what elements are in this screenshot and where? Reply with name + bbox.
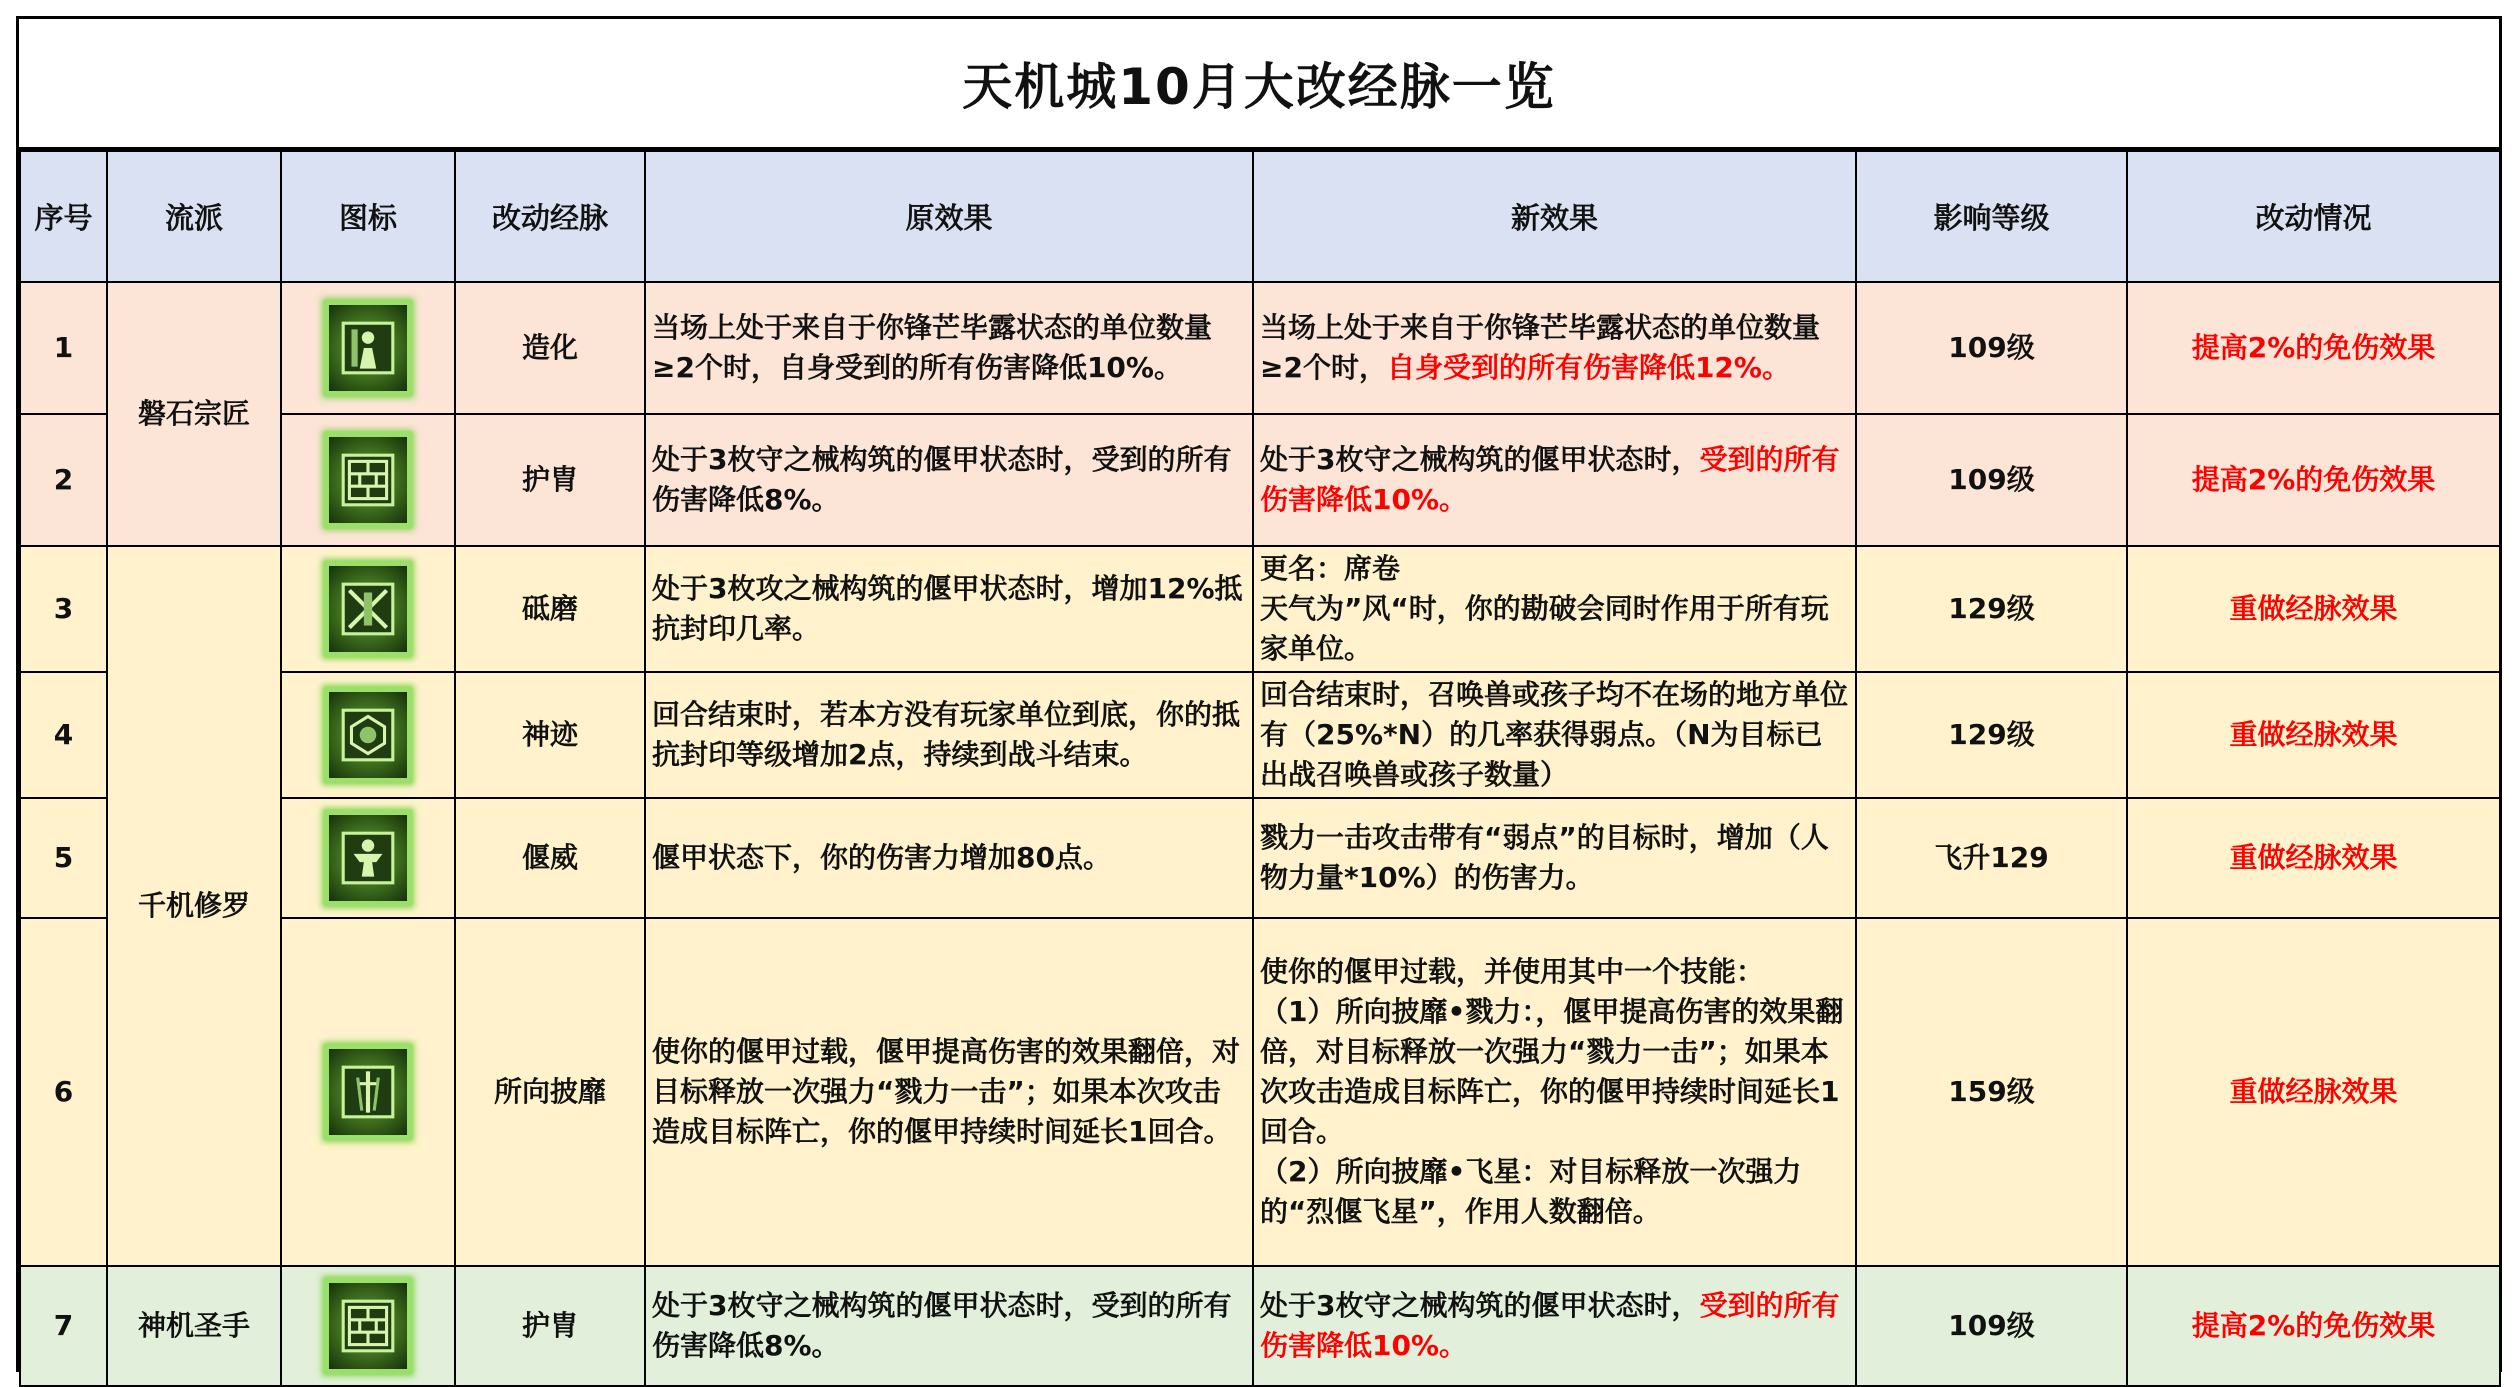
table-row [20,1266,2500,1386]
icon-cell [281,798,455,918]
change-status: 重做经脉效果 [2127,672,2500,798]
header-meridian: 改动经脉 [455,151,645,282]
warrior-icon [324,810,412,906]
meridian-name: 护胄 [455,414,645,546]
meridian-name: 偃威 [455,798,645,918]
header-row [20,151,2500,282]
school-cell: 千机修罗 [107,546,281,1266]
row-number: 1 [20,282,107,414]
new-effect: 更名：席卷 天气为”风“时，你的勘破会同时作用于所有玩家单位。 [1253,546,1856,672]
change-status: 重做经脉效果 [2127,546,2500,672]
meridian-table [19,150,2501,1387]
icon-cell [281,918,455,1266]
table-row [20,414,2500,546]
row-number: 6 [20,918,107,1266]
school-cell: 磐石宗匠 [107,282,281,546]
new-effect-highlight: 受到的所有伤害降低10%。 [1260,443,1840,516]
meridian-name: 神迹 [455,672,645,798]
original-effect: 使你的偃甲过载，偃甲提高伤害的效果翻倍，对目标释放一次强力“戮力一击”；如果本次攻击造成目标阵亡，你的偃甲持续时间延长1回合。 [645,918,1253,1266]
new-effect-text: 处于3枚守之械构筑的偃甲状态时， [1260,1289,1700,1322]
change-status: 重做经脉效果 [2127,918,2500,1266]
wall-icon [324,1278,412,1374]
new-effect [1253,414,1856,546]
header-level: 影响等级 [1856,151,2127,282]
row-number: 3 [20,546,107,672]
header-original-effect: 原效果 [645,151,1253,282]
new-effect-text: 当场上处于来自于你锋芒毕露状态的单位数量≥2个时， [1260,311,1821,384]
original-effect: 处于3枚守之械构筑的偃甲状态时，受到的所有伤害降低8%。 [645,1266,1253,1386]
original-effect: 偃甲状态下，你的伤害力增加80点。 [645,798,1253,918]
impact-level: 109级 [1856,1266,2127,1386]
icon-cell [281,414,455,546]
row-number: 2 [20,414,107,546]
original-effect: 处于3枚攻之械构筑的偃甲状态时，增加12%抵抗封印几率。 [645,546,1253,672]
table-row [20,282,2500,414]
change-status: 提高2%的免伤效果 [2127,1266,2500,1386]
original-effect: 处于3枚守之械构筑的偃甲状态时，受到的所有伤害降低8%。 [645,414,1253,546]
new-effect: 使你的偃甲过载，并使用其中一个技能： （1）所向披靡•戮力：，偃甲提高伤害的效果翻倍，对目标释放一次强力“戮力一击”；如果本次攻击造成目标阵亡，你的偃甲持续时间延长1回合。 （2）所向披靡•飞星：对目标释放一次强力的“烈偃飞星”，作用人数翻倍。 [1253,918,1856,1266]
meridian-name: 护胄 [455,1266,645,1386]
meridian-name: 造化 [455,282,645,414]
table-row [20,918,2500,1266]
page-title: 天机城10月大改经脉一览 [19,19,2499,150]
new-effect-highlight: 受到的所有伤害降低10%。 [1260,1289,1840,1362]
new-effect: 回合结束时，召唤兽或孩子均不在场的地方单位有（25%*N）的几率获得弱点。（N为目标已出战召唤兽或孩子数量） [1253,672,1856,798]
header-no: 序号 [20,151,107,282]
impact-level: 飞升129 [1856,798,2127,918]
row-number: 7 [20,1266,107,1386]
impact-level: 159级 [1856,918,2127,1266]
meridian-name: 所向披靡 [455,918,645,1266]
crossed-chains-icon [324,561,412,657]
table-row [20,798,2500,918]
gem-icon [324,687,412,783]
header-school: 流派 [107,151,281,282]
icon-cell [281,672,455,798]
impact-level: 129级 [1856,672,2127,798]
original-effect: 当场上处于来自于你锋芒毕露状态的单位数量≥2个时，自身受到的所有伤害降低10%。 [645,282,1253,414]
new-effect-text: 处于3枚守之械构筑的偃甲状态时， [1260,443,1700,476]
school-cell: 神机圣手 [107,1266,281,1386]
row-number: 5 [20,798,107,918]
header-change: 改动情况 [2127,151,2500,282]
row-number: 4 [20,672,107,798]
new-effect-highlight: 自身受到的所有伤害降低12%。 [1386,351,1790,384]
table-row [20,546,2500,672]
meridian-change-table-sheet [16,16,2502,1372]
table-row [20,672,2500,798]
impact-level: 109级 [1856,414,2127,546]
header-new-effect: 新效果 [1253,151,1856,282]
change-status: 提高2%的免伤效果 [2127,414,2500,546]
change-status: 提高2%的免伤效果 [2127,282,2500,414]
new-effect [1253,1266,1856,1386]
new-effect: 戮力一击攻击带有“弱点”的目标时，增加（人物力量*10%）的伤害力。 [1253,798,1856,918]
figure-icon [324,300,412,396]
new-effect [1253,282,1856,414]
icon-cell [281,1266,455,1386]
swords-icon [324,1044,412,1140]
icon-cell [281,282,455,414]
wall-icon [324,432,412,528]
original-effect: 回合结束时，若本方没有玩家单位到底，你的抵抗封印等级增加2点，持续到战斗结束。 [645,672,1253,798]
icon-cell [281,546,455,672]
change-status: 重做经脉效果 [2127,798,2500,918]
header-icon: 图标 [281,151,455,282]
impact-level: 109级 [1856,282,2127,414]
impact-level: 129级 [1856,546,2127,672]
meridian-name: 砥磨 [455,546,645,672]
